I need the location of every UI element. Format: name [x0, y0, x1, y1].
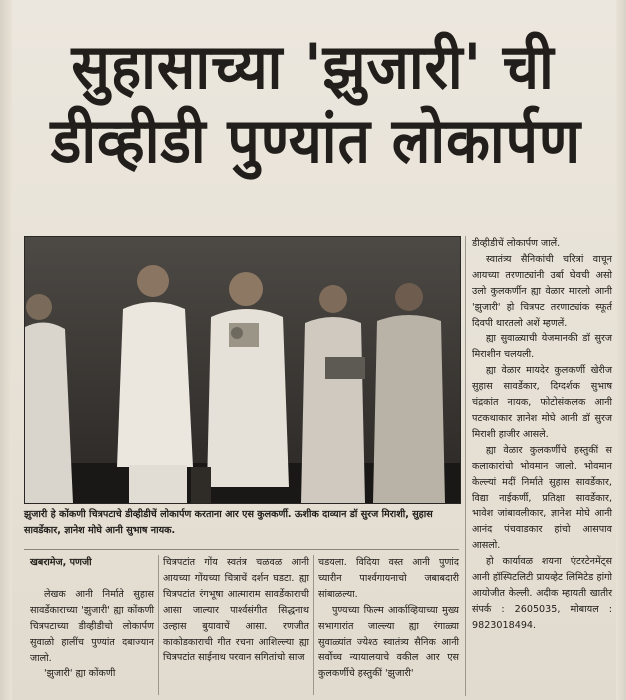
column-divider: [465, 236, 466, 696]
headline: [50, 30, 582, 178]
dateline: खबरामेज, पणजी: [30, 557, 92, 568]
paragraph: 'झुजारी' ह्या कोंकणी: [44, 668, 116, 680]
paragraph: ह्या वेळार कुलकर्णीचे हस्तुकीं स कलाकारांचो भोवमान जालो. भोवमान केल्ल्यां मदीं निर्माते सुहास सावर्डेकार, विद्या नाईकर्णी, प्रतिक्षा सावर्डेकार, भावेश जांबावलीकार, ज्ञानेश मोघे आनी आनंद पंचवाडकार हांचो आसपाव आसलो.: [472, 444, 612, 552]
headline-line-1: सुहासाच्या 'झुजारी' ची: [71, 30, 555, 103]
paragraph: हो कार्यावळ शयना एंटरटेनमेंट्स आनी हॉस्पिटलिटी प्रायव्हेट लिमिटेड हांगो आयोजीत केल्ली. अदीक म्हायती खातीर संपर्क : 2605035, मोबायल : 9823018494.: [472, 556, 612, 631]
photo-caption: झुजारी हे कोंकणी चित्रपटाचे डीव्हीडीचें लोकार्पण करताना आर एस कुलकर्णी. ऊशीक दाव्यान डॉ सुरज मिराशी, सुहास सावर्डेकार, ज्ञानेश मोघे आनी सुभाष नायक.: [24, 509, 433, 536]
event-photo-scene: [25, 237, 460, 503]
paragraph: चित्रपटांत गोंय स्वतंत्र चळवळ आनी आयच्या गोंयच्या चित्राचें दर्शन घडटा. ह्या चित्रपटांत रंगभूषा आत्माराम सावर्डेकाराची आसा जाल्यार पार्श्वसंगीत सिद्धनाथ उल्हास बुयावाचें आसा. रणजीत काकोडकाराची गीत रचना आशिल्ल्या ह्या चित्रपटांत साईनाथ परवान सगितांचो साज: [163, 557, 309, 664]
paragraph: ह्या वेळार मायदेर कुलकर्णी खेरीज सुहास सावर्डेकार, दिग्दर्शक सुभाष चंद्रकांत नायक, फोटोसंकलक आनी पटकथाकार ज्ञानेश मोघे आनी डॉ सुरज मिराशी हाजीर आसले.: [472, 365, 612, 440]
paragraph: स्वातंत्र्य सैनिकांची चरित्रां वाचून आयच्या तरणाट्यांनी उर्बा घेवची असो उलो कुलकर्णीन ह्या वेळार मारलो आनी 'झुजारी' हो चित्रपट तरणाट्यांक स्फूर्त दिवपी थारतलो अशें म्हणलें.: [472, 253, 612, 329]
article-column-3: [318, 555, 459, 682]
headline-line-2: डीव्हीडी पुण्यांत लोकार्पण: [50, 104, 582, 177]
paragraph: लेखक आनी निर्माते सुहास सावर्डेकाराच्या 'झुजारी' ह्या कोंकणी चित्रपटाच्या डीव्हीडीचो लोकार्पण सुवाळो हालींच पुण्यांत दबाज्यान जालो.: [30, 588, 154, 664]
page-edge-right: [616, 0, 626, 700]
page-edge-left: [0, 0, 12, 700]
article-column-4: [472, 236, 612, 634]
paragraph: पुण्यच्या फिल्म आर्काव्हियाच्या मुख्य सभागारांत जाल्ल्या ह्या रंगाळ्या सुवाळ्यांत ज्येश्ठ स्वातंत्र्य सैनिक आनी सर्वोच्च न्यायालयाचे वकील आर एस कुलकर्णीचे हस्तुकीं 'झुजारी': [318, 604, 459, 680]
caption-divider: [24, 549, 459, 550]
paragraph: चडयला. विदिया वस्त आनी पुणांद च्यारीन पार्श्वगायनाचो जबाबदारी सांबाळल्या.: [318, 557, 459, 600]
paragraph: डीव्हीडीचें लोकार्पण जालें.: [472, 238, 561, 249]
article-column-2: [163, 555, 309, 666]
column-divider: [158, 555, 159, 695]
paragraph: ह्या सुवाळ्याची येजमानकी डॉ सुरज मिराशीन चलयली.: [472, 333, 612, 361]
article-column-1: [30, 555, 154, 682]
column-divider: [313, 555, 314, 695]
event-photo: [24, 236, 461, 504]
